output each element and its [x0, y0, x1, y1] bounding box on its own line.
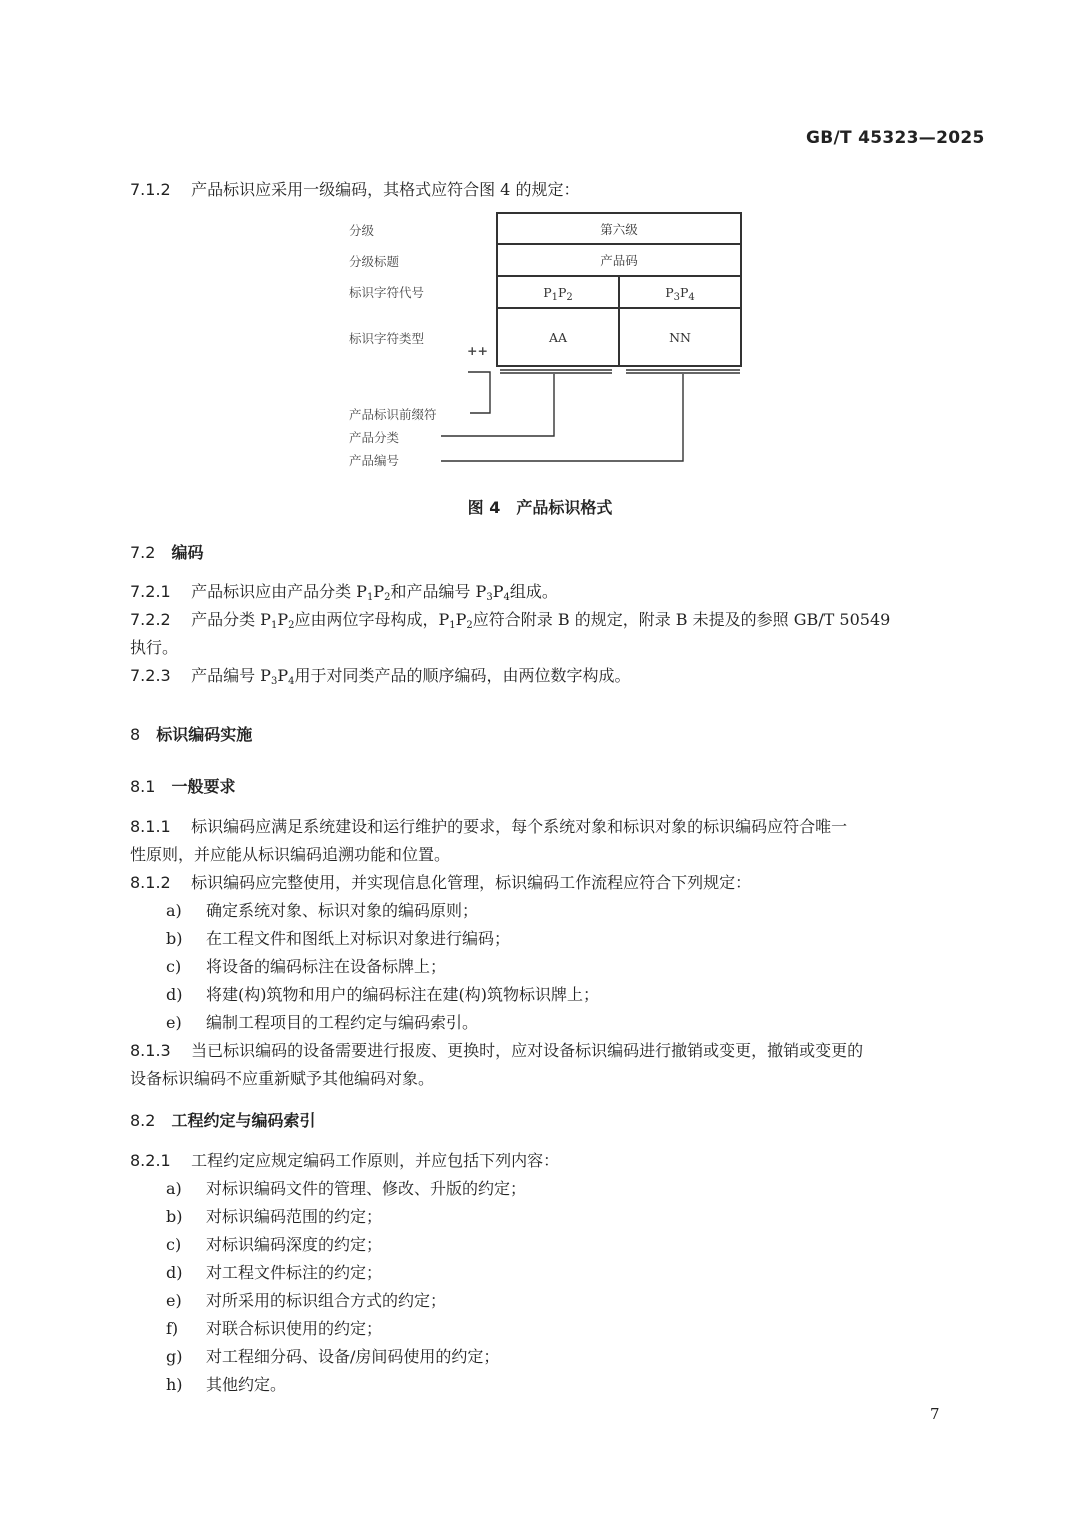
clause-text: 产品标识应由产品分类 $P_1P_2$和产品编号 $P_3P_4$组成。	[191, 582, 558, 603]
clause-8-1-3-cont: 设备标识编码不应重新赋予其他编码对象。	[130, 1069, 435, 1088]
legend-category: 产品分类	[349, 430, 400, 445]
standard-number: GB/T 45323—2025	[806, 128, 985, 148]
prefix-bracket	[468, 372, 490, 413]
heading-title: 标识编码实施	[156, 725, 253, 744]
clause-number: 8.1.2	[130, 873, 171, 892]
list-item: h) 其他约定。	[166, 1375, 287, 1394]
heading-number: 8.2	[130, 1111, 156, 1130]
clause-8-1-2	[130, 869, 751, 897]
clause-text: 工程约定应规定编码工作原则，并应包括下列内容：	[191, 1151, 560, 1170]
clause-text: 标识编码应完整使用，并实现信息化管理，标识编码工作流程应符合下列规定：	[191, 873, 752, 892]
list-item: c) 将设备的编码标注在设备标牌上；	[166, 957, 447, 976]
heading-number: 8.1	[130, 777, 156, 796]
clause-8-2-1	[130, 1147, 559, 1175]
prefix-symbol: ++	[467, 343, 488, 358]
clause-7-2-3	[130, 662, 630, 690]
list-item: b) 在工程文件和图纸上对标识对象进行编码；	[166, 929, 511, 948]
clause-7-2-1	[130, 578, 558, 606]
figure-4	[0, 0, 1080, 480]
clause-number: 7.1.2	[130, 180, 171, 199]
clause-8-1-1-cont: 性原则，并应能从标识编码追溯功能和位置。	[130, 845, 451, 864]
list-item: e) 对所采用的标识组合方式的约定；	[166, 1291, 447, 1310]
type-cell-nn: NN	[618, 307, 742, 367]
clause-number: 8.1.1	[130, 817, 171, 836]
clause-8-1-3	[130, 1037, 863, 1065]
clause-8-1-1	[130, 813, 847, 841]
heading-8-1	[130, 774, 235, 797]
clause-text: 产品标识应采用一级编码，其格式应符合图 4 的规定：	[191, 180, 580, 199]
row-label-level-title: 分级标题	[349, 254, 400, 269]
heading-title: 编码	[171, 543, 204, 562]
clause-7-2-2	[130, 606, 890, 634]
level-cell: 第六级	[496, 212, 742, 245]
row-label-level: 分级	[349, 223, 375, 238]
clause-text: 标识编码应满足系统建设和运行维护的要求，每个系统对象和标识对象的标识编码应符合唯一	[191, 817, 848, 836]
level-title-cell: 产品码	[496, 243, 742, 277]
list-item: d) 对工程文件标注的约定；	[166, 1263, 383, 1282]
type-cell-aa: AA	[496, 307, 620, 367]
heading-number: 7.2	[130, 543, 156, 562]
clause-number: 7.2.1	[130, 582, 171, 601]
clause-number: 8.2.1	[130, 1151, 171, 1170]
list-item: e) 编制工程项目的工程约定与编码索引。	[166, 1013, 479, 1032]
row-label-code-type: 标识字符类型	[349, 331, 425, 346]
clause-text: 产品编号 $P_3P_4$用于对同类产品的顺序编码，由两位数字构成。	[191, 666, 631, 687]
code-cell-p1p2: $P_1P_2$	[496, 275, 620, 309]
list-item: d) 将建(构)筑物和用户的编码标注在建(构)筑物标识牌上；	[166, 985, 599, 1004]
figure-connector-lines	[0, 0, 1080, 480]
clause-number: 7.2.3	[130, 666, 171, 685]
figure-caption	[0, 495, 1080, 518]
heading-7-2	[130, 540, 203, 563]
heading-8	[130, 722, 252, 745]
clause-text: 当已标识编码的设备需要进行报废、更换时，应对设备标识编码进行撤销或变更，撤销或变更的	[191, 1041, 864, 1060]
caption-title: 产品标识格式	[516, 498, 613, 517]
heading-8-2	[130, 1108, 315, 1131]
list-item: c) 对标识编码深度的约定；	[166, 1235, 383, 1254]
number-leader	[441, 374, 683, 461]
heading-number: 8	[130, 725, 141, 744]
legend-number: 产品编号	[349, 453, 400, 468]
list-item: f) 对联合标识使用的约定；	[166, 1319, 383, 1338]
heading-title: 一般要求	[171, 777, 236, 796]
category-leader	[441, 374, 554, 436]
list-item: a) 对标识编码文件的管理、修改、升版的约定；	[166, 1179, 527, 1198]
list-item: a) 确定系统对象、标识对象的编码原则；	[166, 901, 479, 920]
clause-number: 7.2.2	[130, 610, 171, 629]
page-number: 7	[930, 1405, 940, 1423]
clause-7-2-2-cont: 执行。	[130, 638, 179, 657]
row-label-code-symbol: 标识字符代号	[349, 285, 425, 300]
caption-number: 图 4	[467, 498, 501, 517]
heading-title: 工程约定与编码索引	[171, 1111, 316, 1130]
clause-number: 8.1.3	[130, 1041, 171, 1060]
legend-prefix: 产品标识前缀符	[349, 407, 437, 422]
clause-text: 产品分类 $P_1P_2$应由两位字母构成，$P_1P_2$应符合附录 B 的规定，附录 B 未提及的参照 GB/T 50549	[191, 610, 891, 631]
list-item: g) 对工程细分码、设备/房间码使用的约定；	[166, 1347, 500, 1366]
list-item: b) 对标识编码范围的约定；	[166, 1207, 383, 1226]
code-cell-p3p4: $P_3P_4$	[618, 275, 742, 309]
